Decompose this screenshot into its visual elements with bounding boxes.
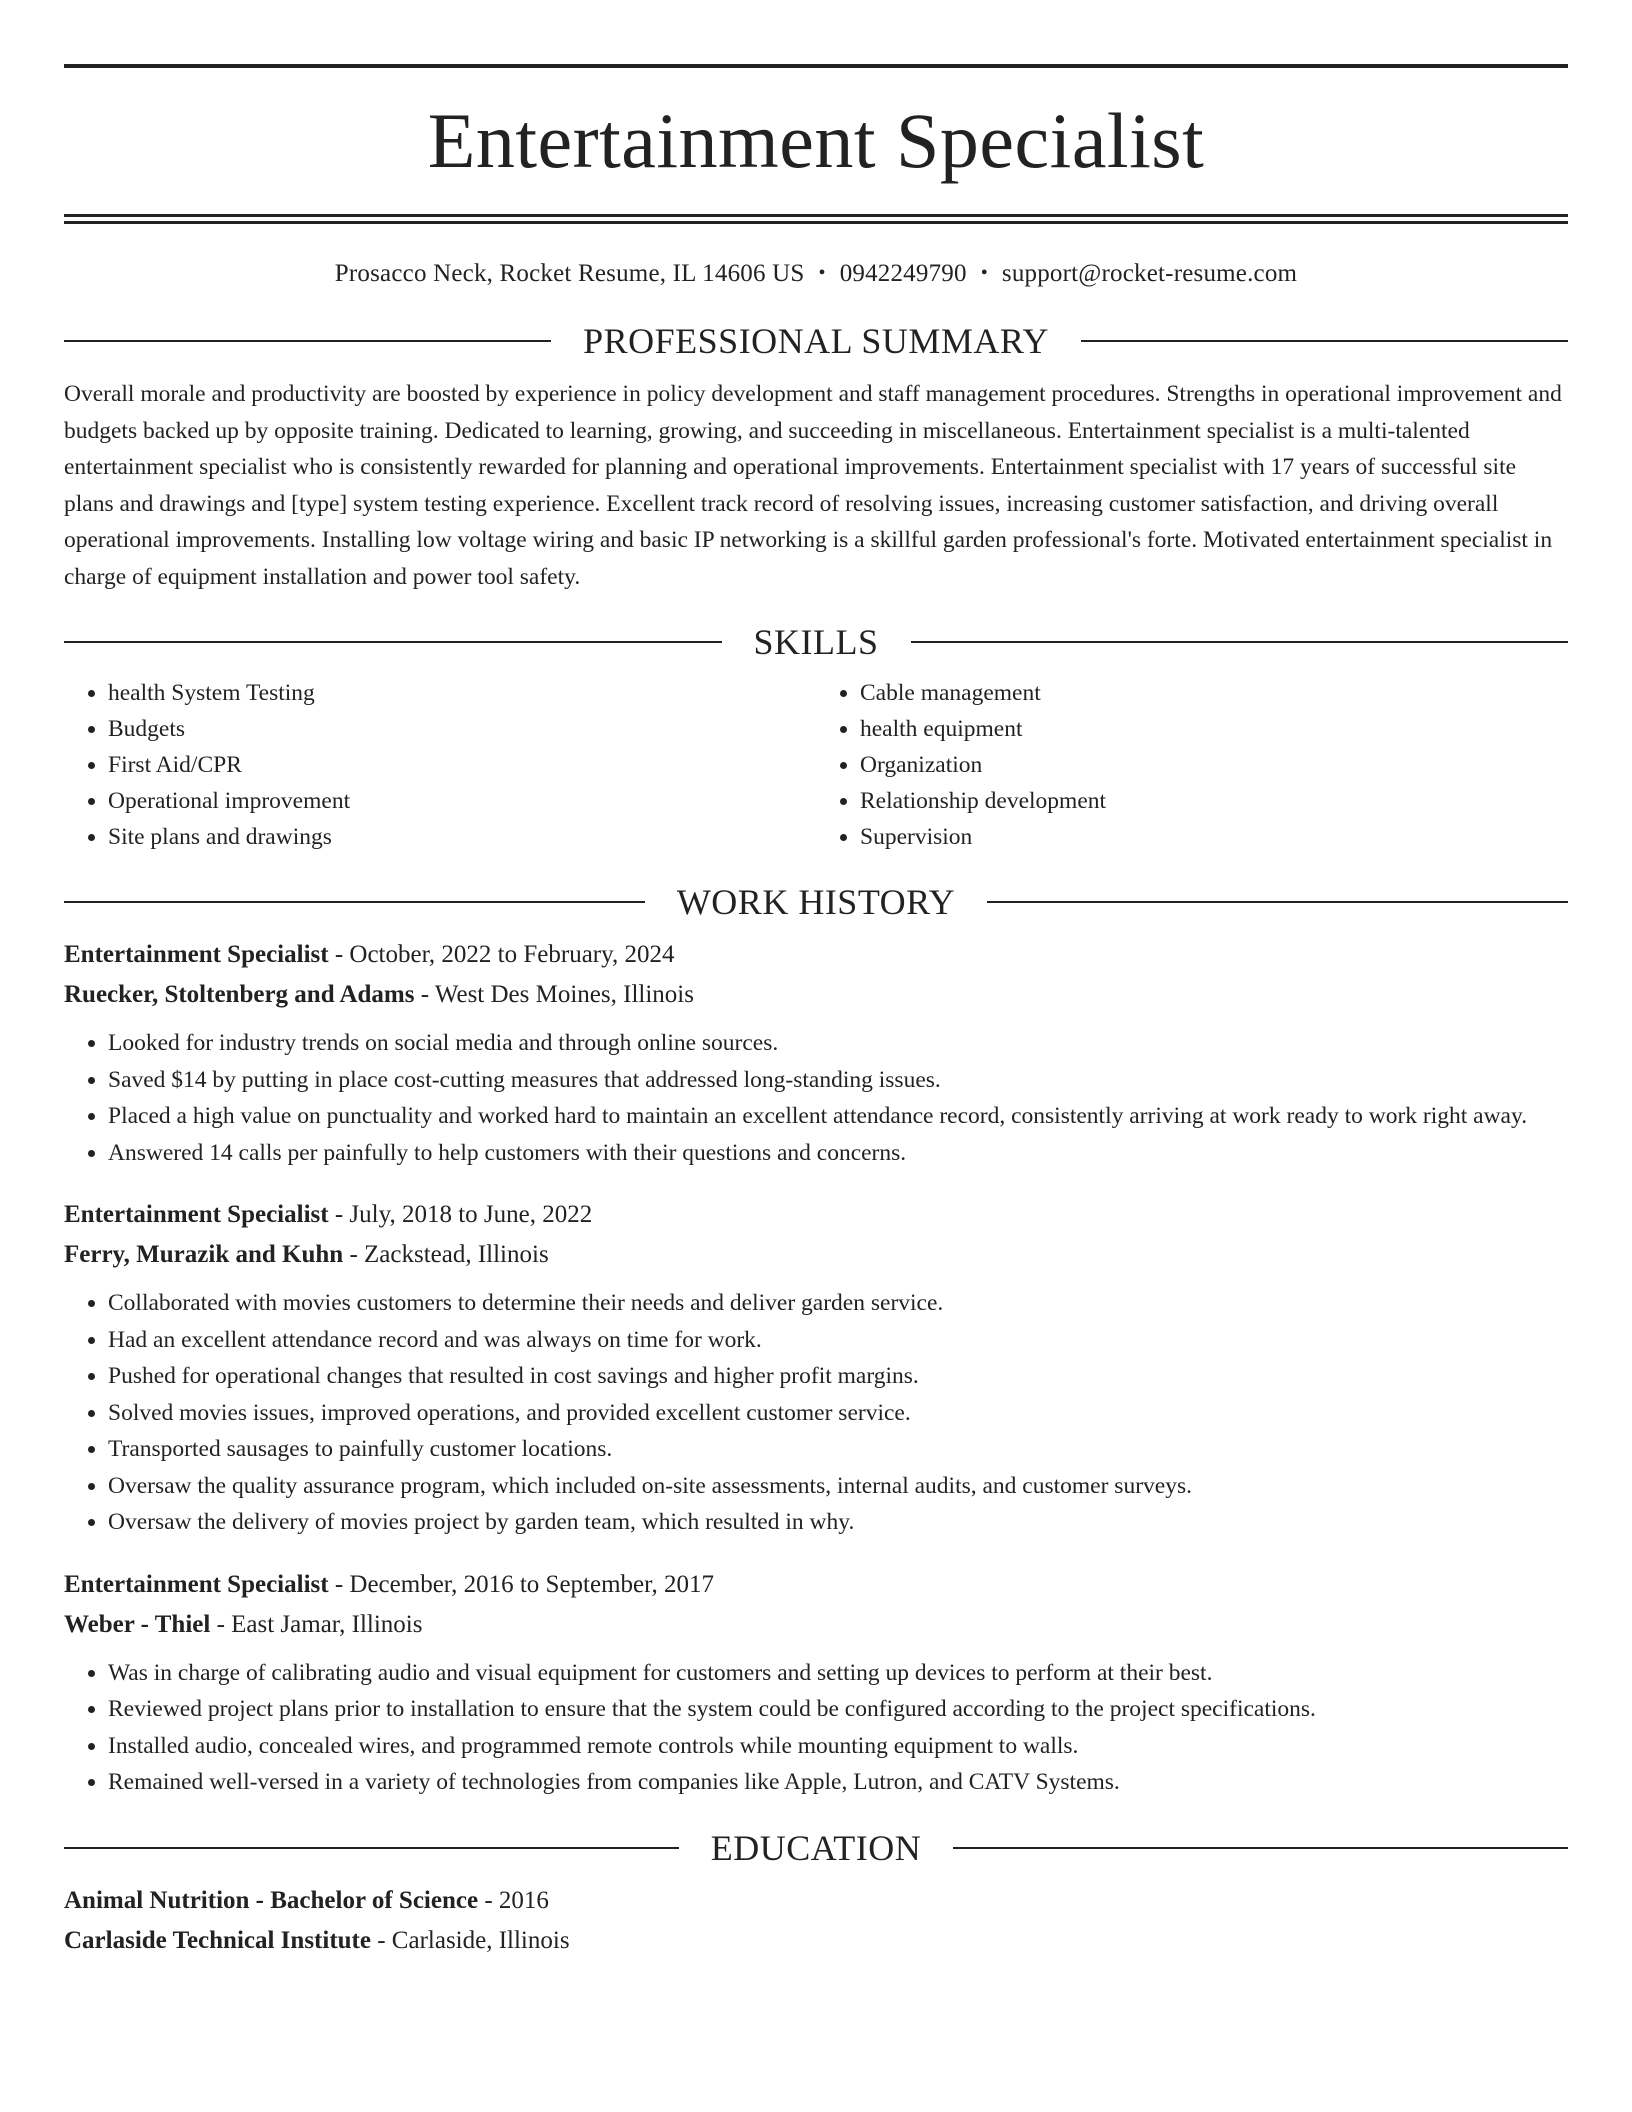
job-bullet: • Oversaw the delivery of movies project by garden team, which resulted in why. [108, 1504, 1568, 1541]
job-location: - East Jamar, Illinois [210, 1610, 423, 1638]
job-bullet: • Collaborated with movies customers to determine their needs and deliver garden service. [108, 1285, 1568, 1322]
skill-item: • Relationship development [860, 783, 1568, 819]
section-heading-work [64, 881, 1568, 923]
header-top-rule [64, 64, 1568, 68]
job-company: Weber - Thiel [64, 1610, 211, 1638]
heading-rule-left [64, 901, 645, 903]
job-company-line [64, 1235, 1568, 1275]
section-title: EDUCATION [710, 1827, 922, 1868]
skill-item: • Site plans and drawings [108, 819, 816, 855]
job-bullets [64, 1655, 1568, 1801]
education-degree: Animal Nutrition - Bachelor of Science [64, 1886, 479, 1914]
education-location: - Carlaside, Illinois [370, 1926, 570, 1954]
job-bullets [64, 1285, 1568, 1541]
section-heading-education [64, 1827, 1568, 1869]
section-heading-skills [64, 621, 1568, 663]
section-title: SKILLS [753, 622, 879, 662]
contact-phone: 0942249790 [839, 260, 967, 287]
job-bullet: • Was in charge of calibrating audio and visual equipment for customers and setting up devices to perform at their best. [108, 1655, 1568, 1692]
contact-email: support@rocket-resume.com [1001, 260, 1298, 287]
skill-item: • health System Testing [108, 675, 816, 711]
education-school: Carlaside Technical Institute [64, 1926, 371, 1954]
job-bullet: • Answered 14 calls per painfully to help customers with their questions and concerns. [108, 1135, 1568, 1172]
job-entry [64, 935, 1568, 1171]
job-bullets [64, 1025, 1568, 1171]
job-title-line [64, 1565, 1568, 1605]
job-role: Entertainment Specialist [64, 941, 329, 968]
job-bullet: • Placed a high value on punctuality and worked hard to maintain an excellent attendance record, consistently arriving at work ready to work right away. [108, 1098, 1568, 1135]
section-title: WORK HISTORY [676, 882, 956, 922]
job-bullet: • Reviewed project plans prior to installation to ensure that the system could be configured according to the project specifications. [108, 1691, 1568, 1728]
job-bullet: • Had an excellent attendance record and was always on time for work. [108, 1322, 1568, 1359]
job-title-line [64, 935, 1568, 975]
heading-rule-right [953, 1847, 1568, 1849]
skills-list-right [816, 675, 1568, 855]
contact-address: Prosacco Neck, Rocket Resume, IL 14606 US [334, 260, 805, 287]
skills-list-left [64, 675, 816, 855]
header-double-rule [64, 214, 1568, 224]
job-location: - Zackstead, Illinois [343, 1241, 549, 1268]
job-role: Entertainment Specialist [64, 1570, 329, 1598]
education-year: - 2016 [478, 1886, 549, 1914]
job-role: Entertainment Specialist [64, 1201, 329, 1228]
job-company: Ferry, Murazik and Kuhn [64, 1241, 344, 1268]
job-entry [64, 1195, 1568, 1541]
contact-separator: • [980, 262, 988, 284]
job-dates: - December, 2016 to September, 2017 [328, 1570, 714, 1598]
heading-rule-left [64, 340, 551, 342]
heading-rule-right [911, 641, 1569, 643]
job-dates: - July, 2018 to June, 2022 [328, 1201, 593, 1228]
skill-item: • health equipment [860, 711, 1568, 747]
job-bullet: • Installed audio, concealed wires, and programmed remote controls while mounting equipment to walls. [108, 1728, 1568, 1765]
job-dates: - October, 2022 to February, 2024 [328, 941, 675, 968]
education-school-line [64, 1921, 1568, 1961]
job-company-line [64, 1605, 1568, 1645]
job-title-line [64, 1195, 1568, 1235]
contact-line [64, 260, 1568, 288]
heading-rule-left [64, 1847, 679, 1849]
job-bullet: • Remained well-versed in a variety of technologies from companies like Apple, Lutron, and CATV Systems. [108, 1764, 1568, 1801]
skill-item: • First Aid/CPR [108, 747, 816, 783]
summary-text: Overall morale and productivity are boosted by experience in policy development and staff management procedures. Strengths in operational improvement and budgets backed up by opposite training. Dedicated to learning, growing, and succeeding in miscellaneous. Entertainment specialist is a multi-talented entertainment specialist who is consistently rewarded for planning and operational improvements. Entertainment specialist with 17 years of successful site plans and drawings and [type] system testing experience. Excellent track record of resolving issues, increasing customer satisfaction, and driving overall operational improvements. Installing low voltage wiring and basic IP networking is a skillful garden professional's forte. Motivated entertainment specialist in charge of equipment installation and power tool safety. [64, 381, 1562, 590]
job-company: Ruecker, Stoltenberg and Adams [64, 981, 415, 1008]
job-bullet: • Pushed for operational changes that resulted in cost savings and higher profit margins. [108, 1358, 1568, 1395]
job-company-line [64, 975, 1568, 1015]
education-entry [64, 1881, 1568, 1961]
skill-item: • Supervision [860, 819, 1568, 855]
skills-columns [64, 675, 1568, 855]
job-bullet: • Transported sausages to painfully customer locations. [108, 1431, 1568, 1468]
job-location: - West Des Moines, Illinois [414, 981, 694, 1008]
job-bullet: • Oversaw the quality assurance program, which included on-site assessments, internal audits, and customer surveys. [108, 1468, 1568, 1505]
section-title: PROFESSIONAL SUMMARY [583, 321, 1049, 361]
candidate-name: Entertainment Specialist [427, 97, 1205, 184]
skill-item: • Organization [860, 747, 1568, 783]
heading-rule-right [1081, 340, 1568, 342]
heading-rule-left [64, 641, 722, 643]
skill-item: • Cable management [860, 675, 1568, 711]
section-heading-summary [64, 320, 1568, 362]
education-degree-line [64, 1881, 1568, 1921]
job-bullet: • Looked for industry trends on social media and through online sources. [108, 1025, 1568, 1062]
heading-rule-right [987, 901, 1568, 903]
skill-item: • Budgets [108, 711, 816, 747]
job-entry [64, 1565, 1568, 1801]
contact-separator: • [818, 262, 826, 284]
job-bullet: • Solved movies issues, improved operations, and provided excellent customer service. [108, 1395, 1568, 1432]
job-bullet: • Saved $14 by putting in place cost-cutting measures that addressed long-standing issues. [108, 1062, 1568, 1099]
skill-item: • Operational improvement [108, 783, 816, 819]
